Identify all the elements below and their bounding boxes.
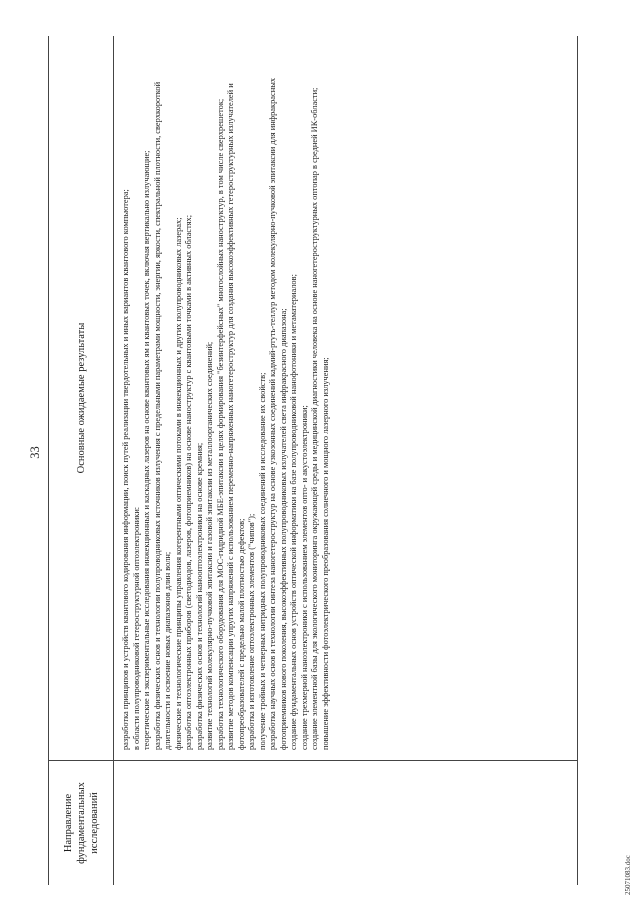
results-list [121,42,331,750]
result-item: разработка технологического оборудования для МОС-гидридной МБЕ-эпитаксии в целях формирования "безинтерфейсных" многослойных наноструктур, в том числе сверхрешеток; [215,98,225,750]
header-research-direction [49,761,113,885]
result-item: разработка физических основ и технологии полупроводниковых источников излучения с предельными параметрами мощности, энергии, яркости, спектральной плотности, сверхкороткой длительности и освоение новых диапазонов длин волн; [152,81,172,750]
result-item: получение тройных и четверных нитридных полупроводниковых соединений и исследование их свойств; [257,372,267,750]
result-item: повышение эффективности фотоэлектрического преобразования солнечного и мощного лазерного излучения; [320,357,330,750]
results-table [48,36,578,885]
result-item: теоретические и экспериментальные исследования инжекционных и каскадных лазеров на основе квантовых ям и квантовых точек, включая вертикально излучающие; [142,150,151,750]
result-item: создание фундаментальных основ устройств оптической информатики на базе полупроводниковой нанофотоники и метаматериалов; [289,274,298,750]
result-item: разработка оптоэлектронных приборов (светодиодов, лазеров, фотоприемников) на основе наноструктур с квантовыми точками в активных областях; [184,214,193,750]
header-research-direction-label: Направление фундаментальных исследований [62,782,100,864]
result-item: создание трехмерной наноэлектроники с использованием элементов опто- и акустоэлектроники; [299,405,309,750]
result-item: разработка и изготовление оптоэлектронных элементов ("чипов"); [247,513,256,750]
result-item: разработка принципов и устройств квантового кодирования информации, поиск путей реализации твердотельных и иных вариантов квантового компьютера; [121,189,130,750]
result-item: разработка физических основ и технологий нанооптоэлектроники на основе кремния; [194,442,204,750]
page-number: 33 [28,446,42,459]
result-item: развитие технологий молекулярно-пучковой эпитаксии и газовой эпитаксии из металлоорганических соединений; [205,341,214,750]
result-item: создание элементной базы для экологического мониторинга окружающей среды и медицинской диагностики человека на основе наногетероструктурных оптопар в средней ИК-области; [310,87,319,750]
document-filename: 25071083.doc [624,855,632,895]
column-divider [49,760,577,761]
result-item: разработка научных основ и технологии синтеза наногетероструктур на основе узкозонных соединений кадмий-ртуть-теллур методом молекулярно-пучковой эпитаксии для инфракрасных фотоприемников нового поколения, высокоэффективных полупроводниковых излучателей света инфракрасного диапазона; [268,77,288,750]
result-item: в области полупроводниковой гетероструктурной оптоэлектроники: [131,506,141,750]
table-header-row [49,36,114,885]
header-expected-results: Основные ожидаемые результаты [75,322,87,474]
result-item: развитие методов компенсации упругих напряжений с использованием переменно-напряженных наногетероструктур для создания высокоэффективных гетероструктурных излучателей и фотопреобразователей с предельно малой плотностью дефектов; [226,83,246,750]
result-item: физические и технологические принципы управления когерентными оптическими потоками в инжекционных и других полупроводниковых лазерах; [173,217,183,750]
